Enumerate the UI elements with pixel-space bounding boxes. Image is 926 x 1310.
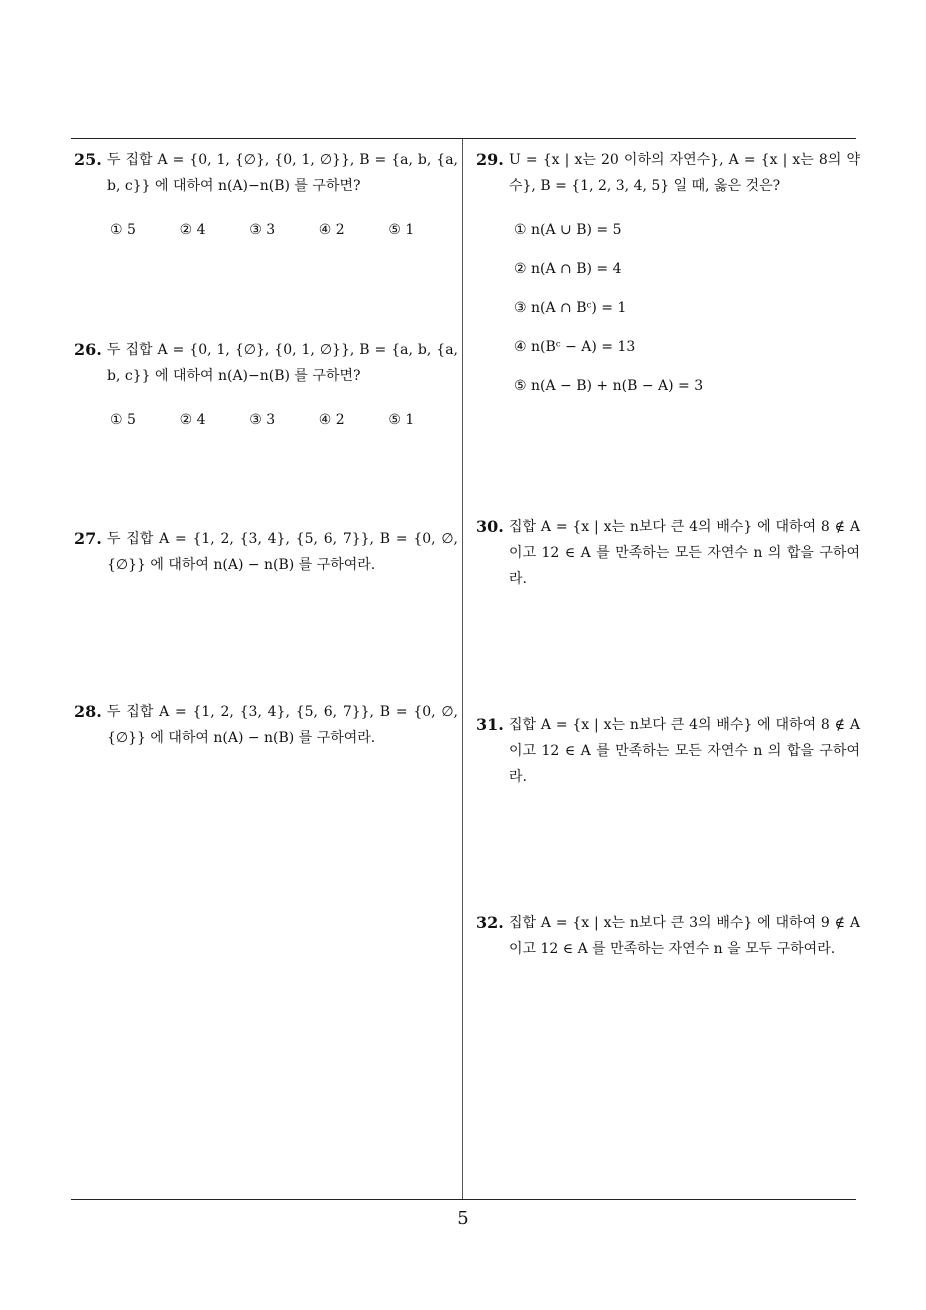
choice-2[interactable]: ② n(A ∩ B) = 4 <box>514 261 622 277</box>
problem-26 <box>74 337 458 433</box>
problem-number: 27. <box>74 529 102 548</box>
choice-5[interactable]: ⑤ n(A − B) + n(B − A) = 3 <box>514 378 704 394</box>
problem-number: 32. <box>476 913 504 932</box>
problem-text: 집합 A = {x | x는 n보다 큰 4의 배수} 에 대하여 8 ∉ A 이고 12 ∈ A 를 만족하는 모든 자연수 n 의 합을 구하여라. <box>509 519 860 587</box>
choice-5[interactable]: ⑤ 1 <box>388 222 415 238</box>
column-divider <box>462 139 463 1199</box>
choice-3[interactable]: ③ 3 <box>249 412 276 428</box>
problem-number: 29. <box>476 150 504 169</box>
choice-1[interactable]: ① 5 <box>110 412 136 428</box>
problem-text: 집합 A = {x | x는 n보다 큰 4의 배수} 에 대하여 8 ∉ A 이고 12 ∈ A 를 만족하는 모든 자연수 n 의 합을 구하여라. <box>509 717 860 785</box>
problem-29 <box>476 147 860 412</box>
problem-number: 25. <box>74 150 102 169</box>
choice-1[interactable]: ① n(A ∪ B) = 5 <box>514 222 622 238</box>
choice-list <box>514 217 860 412</box>
bottom-rule <box>71 1199 856 1200</box>
problem-number: 30. <box>476 517 504 536</box>
problem-number: 28. <box>74 702 102 721</box>
problem-text: 집합 A = {x | x는 n보다 큰 3의 배수} 에 대하여 9 ∉ A 이고 12 ∈ A 를 만족하는 자연수 n 을 모두 구하여라. <box>509 915 860 957</box>
choice-3[interactable]: ③ 3 <box>249 222 276 238</box>
choice-list <box>110 217 458 243</box>
choice-2[interactable]: ② 4 <box>179 412 206 428</box>
problem-28 <box>74 699 458 751</box>
problem-25 <box>74 147 458 243</box>
problem-text: 두 집합 A = {1, 2, {3, 4}, {5, 6, 7}}, B = {0, ∅, {∅}} 에 대하여 n(A) − n(B) 를 구하여라. <box>107 704 458 746</box>
top-rule <box>71 138 856 139</box>
choice-1[interactable]: ① 5 <box>110 222 136 238</box>
choice-3[interactable]: ③ n(A ∩ Bᶜ) = 1 <box>514 300 627 316</box>
problem-32 <box>476 910 860 962</box>
choice-4[interactable]: ④ n(Bᶜ − A) = 13 <box>514 339 636 355</box>
problem-number: 26. <box>74 340 102 359</box>
problem-text: 두 집합 A = {0, 1, {∅}, {0, 1, ∅}}, B = {a, b, {a, b, c}} 에 대하여 n(A)−n(B) 를 구하면? <box>107 342 458 384</box>
choice-4[interactable]: ④ 2 <box>318 222 345 238</box>
choice-5[interactable]: ⑤ 1 <box>388 412 415 428</box>
problem-number: 31. <box>476 715 504 734</box>
problem-text: 두 집합 A = {0, 1, {∅}, {0, 1, ∅}}, B = {a, b, {a, b, c}} 에 대하여 n(A)−n(B) 를 구하면? <box>107 152 458 194</box>
problem-31 <box>476 712 860 790</box>
problem-text: U = {x | x는 20 이하의 자연수}, A = {x | x는 8의 약수}, B = {1, 2, 3, 4, 5} 일 때, 옳은 것은? <box>509 152 860 194</box>
choice-2[interactable]: ② 4 <box>179 222 206 238</box>
choice-list <box>110 407 458 433</box>
problem-text: 두 집합 A = {1, 2, {3, 4}, {5, 6, 7}}, B = {0, ∅, {∅}} 에 대하여 n(A) − n(B) 를 구하여라. <box>107 531 458 573</box>
problem-27 <box>74 526 458 578</box>
page-number: 5 <box>457 1208 469 1229</box>
problem-30 <box>476 514 860 592</box>
choice-4[interactable]: ④ 2 <box>318 412 345 428</box>
